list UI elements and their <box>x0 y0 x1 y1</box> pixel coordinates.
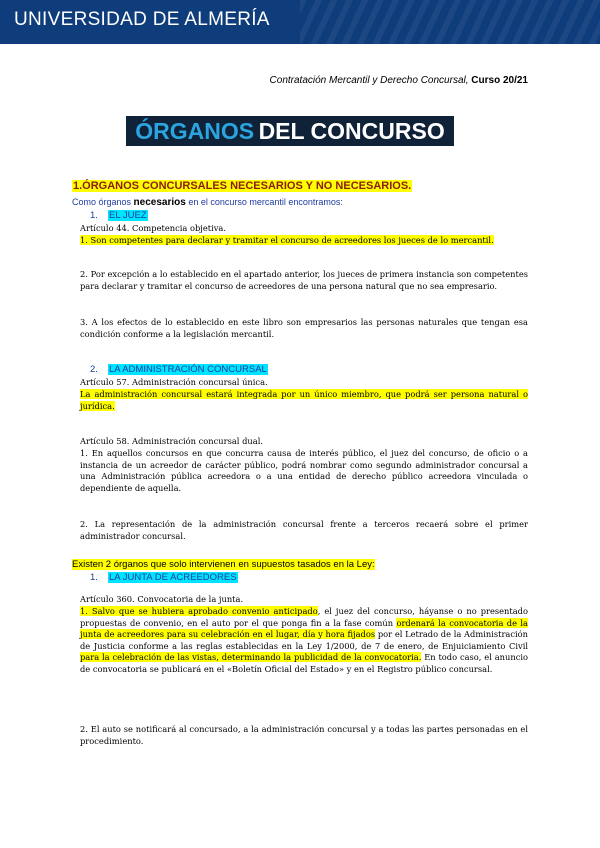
art360-s6: En todo caso, el anuncio de convocatoria se publicará en el «Boletín Oficial del Estado» y en el Registro público concursal. <box>80 652 528 674</box>
art57-text <box>80 389 528 412</box>
section-heading: 1.ÓRGANOS CONCURSALES NECESARIOS Y NO NECESARIOS. <box>73 180 412 192</box>
tasados-intro: Existen 2 órganos que solo intervienen en supuestos tasados en la Ley: <box>72 559 375 570</box>
art360-p2: 2. El auto se notificará al concursado, a la administración concursal y a todas las partes personadas en el procedimiento. <box>80 724 528 746</box>
item-number: 1. <box>90 210 98 221</box>
art360-p1 <box>80 606 528 675</box>
intro-pre: Como órganos <box>72 197 134 207</box>
art57-text-content: La administración concursal estará integrada por un único miembro, que podrá ser persona natural o jurídica. <box>80 389 528 411</box>
art360-title: Artículo 360. Convocatoria de la junta. <box>80 594 244 604</box>
item-administracion-concursal <box>90 364 268 375</box>
intro-post: en el concurso mercantil encontramos: <box>185 197 343 207</box>
art44-p1 <box>80 235 528 247</box>
item-label: LA JUNTA DE ACREEDORES <box>109 572 237 583</box>
art58-p2: 2. La representación de la administración concursal frente a terceros recaerá sobre el primer administrador concursal. <box>80 519 528 541</box>
art360-s3: ordenará la convocatoria de la junta de acreedores para su celebración en el lugar, día y hora fijados <box>80 617 528 639</box>
title-part2: DEL CONCURSO <box>258 118 445 144</box>
item-junta-acreedores <box>90 572 238 583</box>
art58-title: Artículo 58. Administración concursal dual. <box>80 436 263 446</box>
page-title <box>126 116 454 146</box>
university-logo-text: UNIVERSIDAD DE ALMERÍA <box>14 9 270 30</box>
banner-decoration <box>300 0 600 44</box>
title-part1: ÓRGANOS <box>135 118 255 144</box>
art44-title: Artículo 44. Competencia objetiva. <box>80 223 227 233</box>
item-el-juez <box>90 210 148 221</box>
item-number: 1. <box>90 572 98 583</box>
university-banner <box>0 0 600 44</box>
course-line <box>270 75 528 86</box>
art360-s4: por el Letrado de la Administración de Justicia conforme a las reglas establecidas en la Ley 1/2000, de 7 de enero, de Enjuiciamiento Civil <box>80 629 528 651</box>
item-label: LA ADMINISTRACIÓN CONCURSAL <box>109 364 267 375</box>
section-intro <box>72 197 343 208</box>
course-year: Curso 20/21 <box>471 75 528 86</box>
course-subject: Contratación Mercantil y Derecho Concursal, <box>269 75 469 86</box>
art360-s1: 1. Salvo que se hubiera aprobado convenio anticipado <box>80 606 318 616</box>
art44-p1-text: 1. Son competentes para declarar y tramitar el concurso de acreedores los jueces de lo mercantil. <box>80 235 494 245</box>
art57-title: Artículo 57. Administración concursal única. <box>80 377 268 387</box>
intro-bold: necesarios <box>133 197 186 208</box>
art360-s2: , el juez del concurso, háyanse o no presentado propuestas de convenio, en el auto por el que ponga fin a la fase común <box>80 606 528 628</box>
art58-p1: 1. En aquellos concursos en que concurra causa de interés público, el juez del concurso, de oficio o a instancia de un acreedor de carácter público, podrá nombrar como segundo administrador concursal a una Administración pública acreedora o a una entidad de derecho público acreedora vinculada o dependiente de aquella. <box>80 448 528 493</box>
art44-p3: 3. A los efectos de lo establecido en este libro son empresarios las personas naturales que tengan esa condición conforme a la legislación mercantil. <box>80 317 528 339</box>
art44-p2: 2. Por excepción a lo establecido en el apartado anterior, los jueces de primera instancia son competentes para declarar y tramitar el concurso de acreedores de una persona natural que no sea empresario. <box>80 269 528 291</box>
item-label: EL JUEZ <box>109 210 147 221</box>
art360-s5: para la celebración de las vistas, determinando la publicidad de la convocatoria. <box>80 652 422 662</box>
item-number: 2. <box>90 364 98 375</box>
